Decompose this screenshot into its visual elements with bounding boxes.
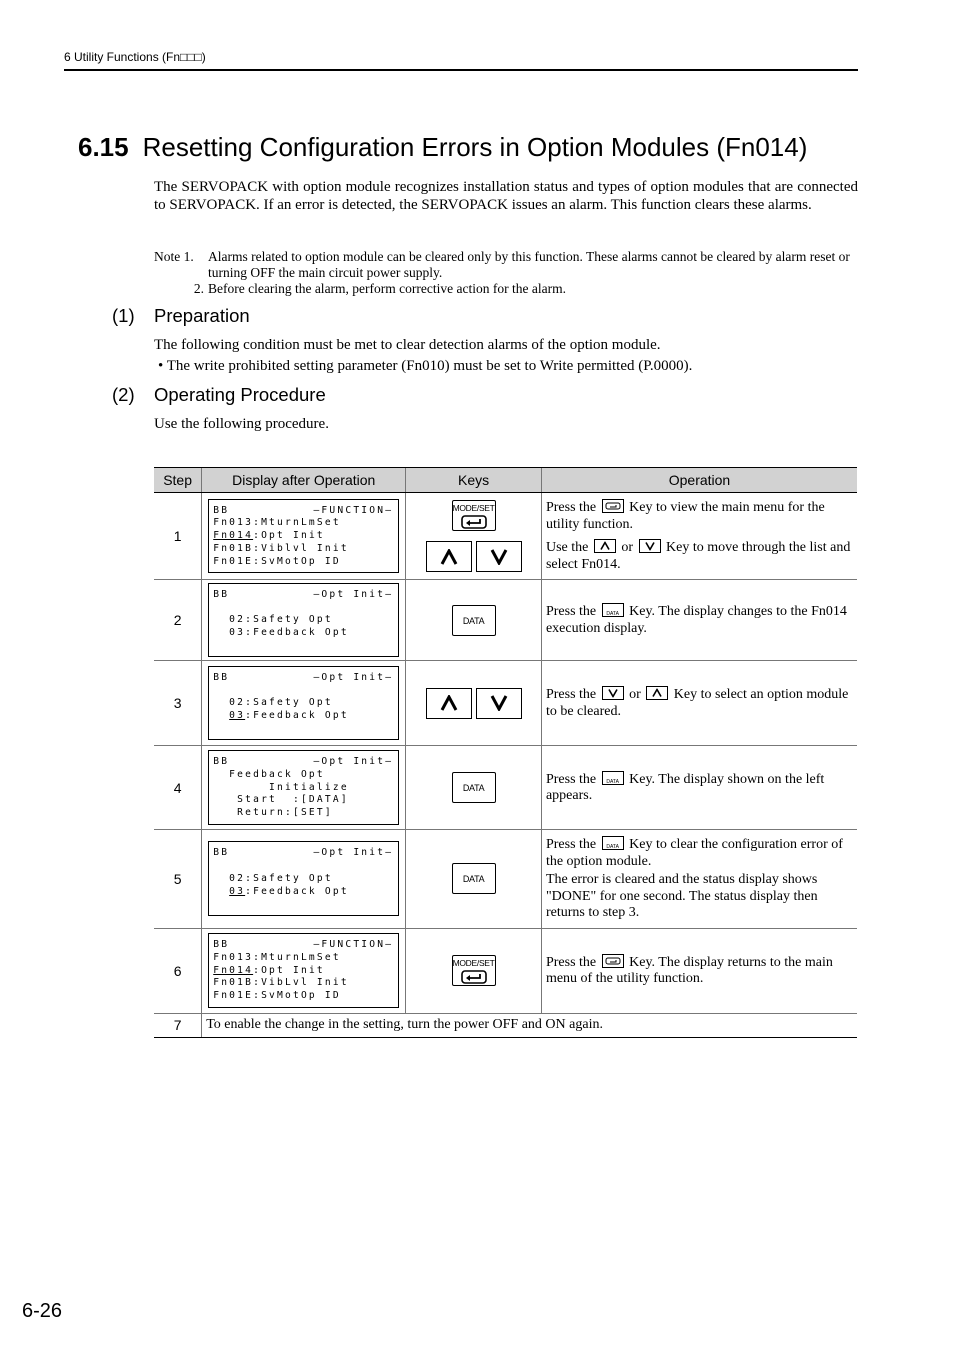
op-text: Press the [545,687,597,702]
up-key[interactable] [426,688,472,719]
op-text: Key to select an option module to be cleared. [545,687,849,719]
lcd-display-cell [202,493,406,580]
down-key-icon [639,539,661,553]
lcd-line: 02:Safety Opt [213,614,333,626]
op-text: Press the [545,954,597,970]
op-text: Use the [545,540,589,555]
operation-cell [541,830,857,929]
table-row [154,830,857,929]
down-arrow-icon [490,549,508,565]
lcd-line [213,684,393,697]
op-text: Key. The display returns to the main menu of the utility function. [545,954,833,986]
table-row [154,746,857,830]
note-text: Before clearing the alarm, perform corrective action for the alarm. [208,281,566,296]
lcd-line [213,898,393,911]
step-number: 5 [154,830,202,929]
operation-cell [541,746,857,830]
op-text: Key. The display changes to the Fn014 execution display. [545,604,847,636]
keys-cell [406,830,542,929]
lcd-display-cell [202,830,406,929]
keys-cell [406,746,542,830]
lcd-line [213,601,393,614]
lcd-status: BB [213,504,230,516]
up-key-icon [646,686,668,700]
op-text: or [621,540,634,555]
table-row [154,493,857,580]
lcd-text: :Feedback Opt [245,885,349,897]
note-label: Note 1. [154,249,194,264]
op-text: The error is cleared and the status display shows "DONE" for one second. The status display then returns to step 3. [545,872,818,920]
preparation-heading [112,305,250,327]
lcd-cursor: Fn014 [213,964,254,976]
lcd-display [208,499,399,574]
lcd-cursor: 03 [229,885,246,897]
lcd-line [213,886,393,899]
lcd-line: 02:Safety Opt [213,697,333,709]
down-key[interactable] [476,541,522,572]
procedure-text: Use the following procedure. [154,416,329,432]
table-row [154,661,857,746]
down-key-icon [602,686,624,700]
lcd-line: Fn01E:SvMotOp ID [213,990,341,1002]
lcd-display-cell [202,661,406,746]
lcd-line: 03:Feedback Opt [213,626,349,638]
intro-paragraph: The SERVOPACK with option module recognizes installation status and types of option modules that are connected to SERVOPACK. If an error is detected, the SERVOPACK issues an alarm. This function clears these alarms. [154,179,858,213]
lcd-line: Start :[DATA] [213,794,349,806]
lcd-mode: –FUNCTION– [313,504,394,516]
column-header-keys: Keys [406,468,542,493]
subsection-title: Operating Procedure [154,384,326,405]
lcd-line: Feedback Opt [213,768,325,780]
column-header-step: Step [154,468,202,493]
section-title-text: Resetting Configuration Errors in Option Modules (Fn014) [142,132,808,162]
data-key[interactable]: DATA [452,863,496,894]
lcd-line: Fn013:MturnLmSet [213,517,341,529]
page-number: 6-26 [22,1300,63,1322]
lcd-line [213,640,393,653]
up-key-icon [594,539,616,553]
header-rule [64,69,858,71]
lcd-text: :Opt Init [253,530,325,542]
preparation-text: The following condition must be met to clear detection alarms of the option module. [154,337,661,353]
op-text: Press the [545,604,597,619]
subsection-number: (1) [112,305,135,326]
op-text: Key to view the main menu for the utility function. [545,500,825,532]
lcd-line [213,530,393,543]
data-key-icon: DATA [602,771,624,785]
column-header-operation: Operation [541,468,857,493]
lcd-cursor: 03 [229,709,246,721]
up-arrow-icon [440,549,458,565]
lcd-display-cell [202,928,406,1013]
lcd-text: :Opt Init [253,964,325,976]
lcd-display [208,583,399,658]
lcd-line: Initialize [213,781,349,793]
lcd-display [208,933,399,1008]
lcd-status: BB [213,756,230,767]
section-number: 6.15 [78,132,129,162]
op-text: Key to move through the list and select Fn014. [545,540,851,572]
lcd-line: Return:[SET] [213,807,333,819]
step-number: 1 [154,493,202,580]
lcd-display-cell [202,746,406,830]
note-2 [154,281,858,297]
step-number: 7 [154,1013,202,1037]
data-key-icon: DATA [602,836,624,850]
keys-cell [406,493,542,580]
lcd-line [213,710,393,723]
operation-cell [541,661,857,746]
lcd-status: BB [213,847,230,859]
op-text: Press the [545,500,597,515]
running-header: 6 Utility Functions (Fn□□□) [64,50,206,64]
section-title [78,132,807,163]
note-text: Alarms related to option module can be cleared only by this function. These alarms cannot be cleared by alarm reset or turning OFF the main circuit power supply. [208,249,850,280]
operation-cell [541,928,857,1013]
mode-set-key-icon [602,954,624,968]
table-row [154,580,857,661]
subsection-number: (2) [112,384,135,405]
mode-set-key-icon [602,499,624,513]
operation-cell [541,493,857,580]
table-row [154,928,857,1013]
op-text: Press the [545,837,597,852]
lcd-line: 02:Safety Opt [213,872,333,884]
lcd-line [213,860,393,873]
lcd-mode: –Opt Init– [313,756,394,767]
lcd-display [208,666,399,741]
return-arrow-icon [461,515,487,529]
procedure-table [154,467,857,1038]
lcd-mode: –Opt Init– [313,847,394,859]
op-text: or [629,687,641,702]
step-number: 6 [154,928,202,1013]
keys-cell [406,661,542,746]
table-row [154,1013,857,1037]
keys-cell [406,928,542,1013]
lcd-line [213,723,393,736]
op-text: Key to clear the configuration error of the option module. [545,837,843,869]
subsection-title: Preparation [154,305,250,326]
lcd-mode: –Opt Init– [313,671,394,683]
note-label: 2. [193,281,204,296]
down-arrow-icon [490,695,508,711]
lcd-mode: –Opt Init– [313,588,394,600]
mode-set-key[interactable]: MODE/SET [452,500,496,531]
lcd-line: Fn01B:Viblvl Init [213,542,349,554]
lcd-display [208,750,399,825]
up-key[interactable] [426,541,472,572]
lcd-mode: –FUNCTION– [313,939,394,950]
notes [154,249,858,297]
step-number: 4 [154,746,202,830]
lcd-cursor: Fn014 [213,530,254,542]
lcd-status: BB [213,588,230,600]
step-number: 2 [154,580,202,661]
data-key-icon: DATA [602,603,624,617]
down-key[interactable] [476,688,522,719]
lcd-display [208,841,399,916]
column-header-display: Display after Operation [202,468,406,493]
lcd-line: Fn013:MturnLmSet [213,951,341,963]
operation-cell [541,580,857,661]
lcd-line: Fn01E:SvMotOp ID [213,555,341,567]
op-text: Press the [545,771,597,787]
final-note: To enable the change in the setting, turn the power OFF and ON again. [202,1013,857,1037]
lcd-status: BB [213,671,230,683]
preparation-bullet: • The write prohibited setting parameter (Fn010) must be set to Write permitted (P.0000). [158,358,693,374]
return-arrow-icon [461,970,487,984]
note-1 [154,249,858,281]
lcd-line: Fn01B:VibLvl Init [213,977,349,989]
lcd-display-cell [202,580,406,661]
op-text: Key. The display shown on the left appears. [545,771,825,803]
keys-cell [406,580,542,661]
data-key[interactable]: DATA [452,772,496,803]
table-header-row [154,468,857,493]
lcd-text: :Feedback Opt [245,709,349,721]
data-key[interactable]: DATA [452,605,496,636]
procedure-heading [112,384,326,406]
up-arrow-icon [440,695,458,711]
lcd-status: BB [213,939,230,950]
mode-set-key[interactable]: MODE/SET [452,955,496,986]
step-number: 3 [154,661,202,746]
lcd-line [213,965,393,978]
